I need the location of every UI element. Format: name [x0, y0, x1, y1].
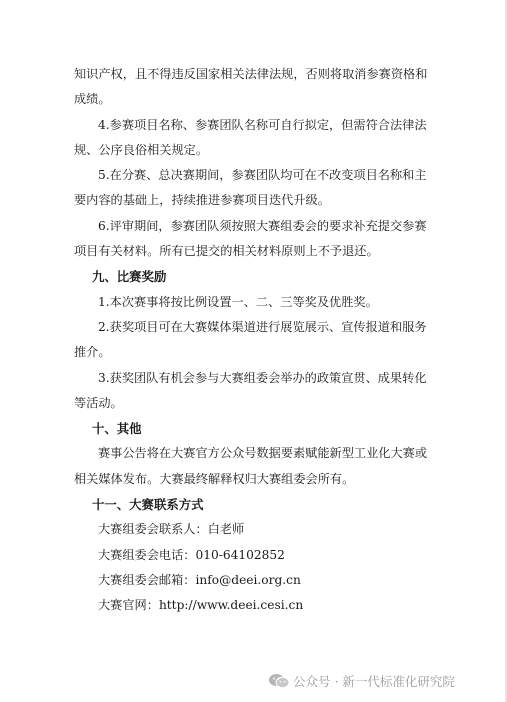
contact-label: 大赛组委会电话： [98, 547, 196, 562]
contact-line [74, 568, 436, 593]
contact-value: info@deei.org.cn [195, 572, 301, 587]
wechat-logo-icon [268, 673, 290, 689]
paragraph: 知识产权，且不得违反国家相关法律法规，否则将取消参赛资格和成绩。 [74, 67, 428, 107]
contact-line [74, 517, 436, 542]
contact-value: http://www.deei.cesi.cn [158, 598, 304, 613]
section-heading: 九、比赛奖励 [92, 269, 167, 285]
document-body [74, 62, 436, 619]
paragraph: 3.获奖团队有机会参与大赛组委会举办的政策宣贯、成果转化等活动。 [74, 370, 427, 410]
paragraph: 1.本次赛事将按比例设置一、二、三等奖及优胜奖。 [98, 294, 378, 309]
contact-value: 010-64102852 [195, 547, 285, 562]
contact-line [74, 593, 436, 618]
paragraph: 5.在分赛、总决赛期间，参赛团队均可在不改变项目名称和主要内容的基础上，持续推进参赛项目迭代升级。 [74, 168, 427, 208]
contact-label: 大赛官网： [98, 598, 159, 613]
section-heading: 十一、大赛联系方式 [92, 497, 204, 513]
contact-value: 白老师 [207, 522, 245, 537]
contact-label: 大赛组委会邮箱： [98, 572, 196, 587]
paragraph: 6.评审期间，参赛团队须按照大赛组委会的要求补充提交参赛项目有关材料。所有已提交的相关材料原则上不予退还。 [74, 218, 427, 259]
watermark-text: 公众号 · 新一代标准化研究院 [293, 674, 455, 689]
paragraph: 赛事公告将在大赛官方公众号数据要素赋能新型工业化大赛或相关媒体发布。大赛最终解释权归大赛组委会所有。 [74, 446, 428, 486]
contact-line [74, 543, 436, 568]
paragraph: 4.参赛项目名称、参赛团队名称可自行拟定，但需符合法律法规、公序良俗相关规定。 [74, 117, 427, 157]
paragraph: 2.获奖项目可在大赛媒体渠道进行展览展示、宣传报道和服务推介。 [74, 319, 427, 360]
contact-label: 大赛组委会联系人： [98, 522, 208, 537]
section-heading: 十、其他 [92, 421, 142, 437]
